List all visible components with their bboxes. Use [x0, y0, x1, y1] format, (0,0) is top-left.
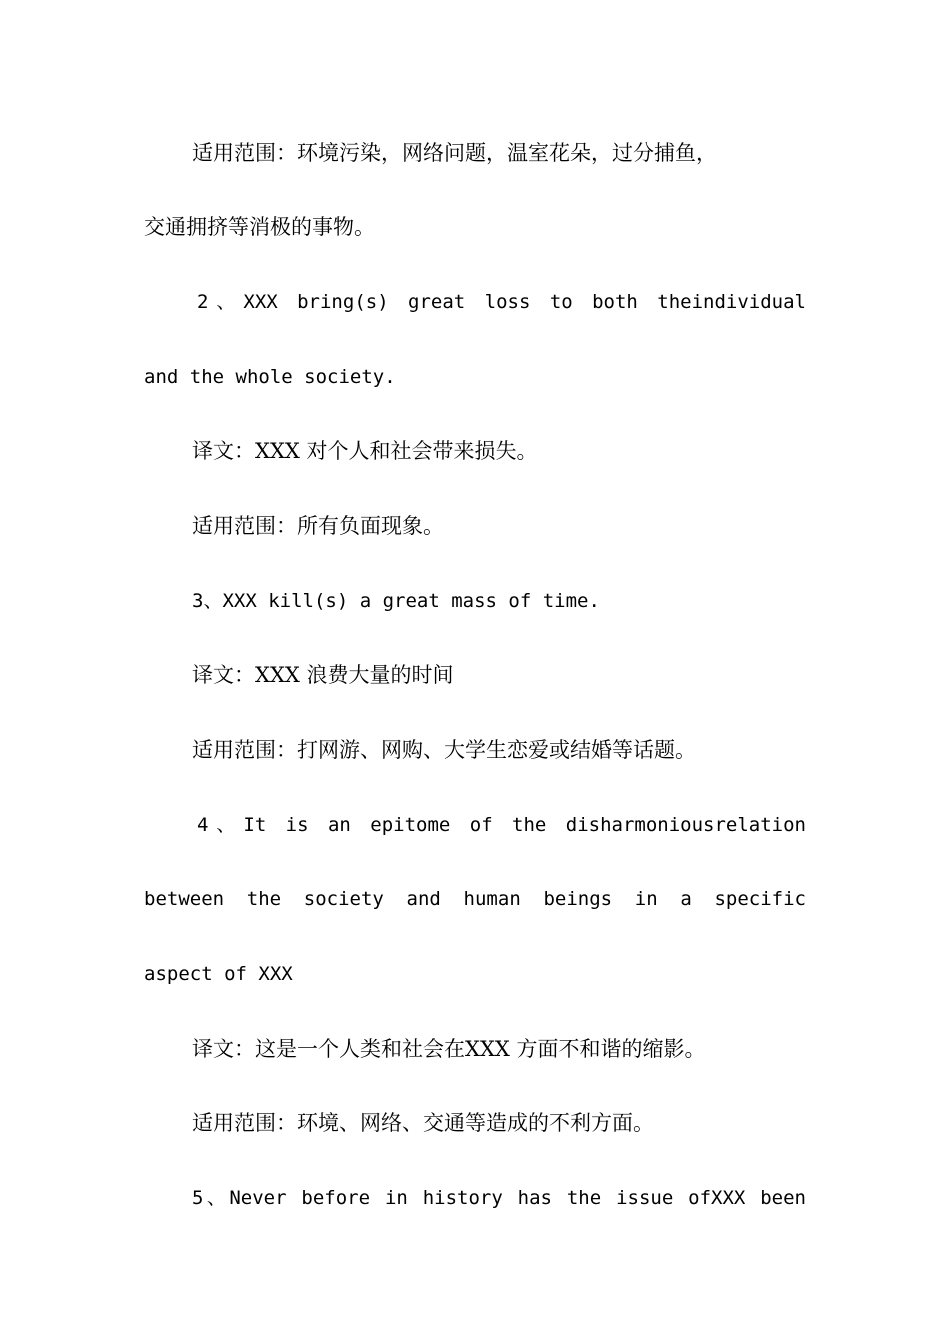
translation-2: 译文：XXX 对个人和社会带来损失。: [192, 439, 538, 463]
scope-3: 适用范围：打网游、网购、大学生恋爱或结婚等话题。: [192, 738, 696, 762]
scope-2: 适用范围：所有负面现象。: [192, 514, 444, 538]
phrase-3: 3、XXX kill(s) a great mass of time.: [192, 590, 600, 612]
scope-4: 适用范围：环境、网络、交通等造成的不利方面。: [192, 1111, 654, 1135]
phrase-4-line-1: 4、It is an epitome of the disharmoniousrelation: [197, 814, 806, 836]
phrase-4-line-3: aspect of XXX: [144, 963, 293, 985]
phrase-2-line-2: and the whole society.: [144, 366, 396, 388]
translation-4: 译文：这是一个人类和社会在XXX 方面不和谐的缩影。: [192, 1037, 706, 1061]
scope-line-1-continued: 交通拥挤等消极的事物。: [144, 215, 375, 239]
phrase-5-line-1: 5、Never before in history has the issue ofXXX been: [192, 1187, 806, 1209]
translation-3: 译文：XXX 浪费大量的时间: [192, 663, 454, 687]
phrase-4-line-2: between the society and human beings in a specific: [144, 888, 806, 910]
scope-line-1: 适用范围：环境污染，网络问题，温室花朵，过分捕鱼，: [192, 141, 717, 165]
phrase-2-line-1: 2、XXX bring(s) great loss to both theindividual: [197, 291, 806, 313]
